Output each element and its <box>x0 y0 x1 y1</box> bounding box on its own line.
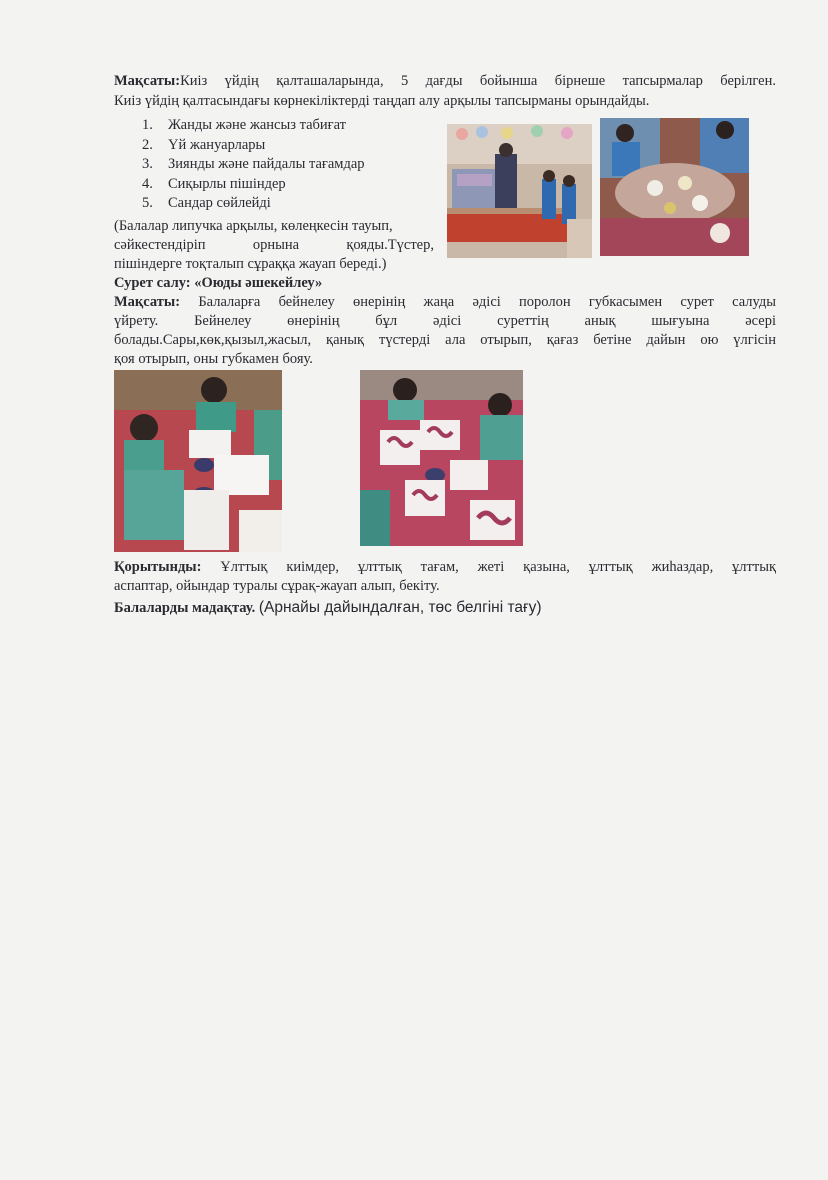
goal-paragraph-line1 <box>114 72 776 91</box>
sponge-painting-photo <box>114 370 282 552</box>
conclusion-line1: Қорытынды: Ұлттық киімдер, ұлттық тағам, жеті қазына, ұлттық жиһаздар, ұлттық <box>114 559 776 575</box>
list-item: 1. Жанды және жансыз табиғат <box>142 117 347 133</box>
encouragement-line <box>114 598 776 618</box>
goal-label: Мақсаты: <box>114 73 181 89</box>
drawing-goal-label: Мақсаты: <box>114 294 181 310</box>
list-item: 3. Зиянды және пайдалы тағамдар <box>142 156 365 172</box>
list-item: 4. Сиқырлы пішіндер <box>142 175 286 192</box>
list-item: 5. Сандар сөйлейді <box>142 195 271 211</box>
conclusion-label: Қорытынды: <box>114 559 202 575</box>
list-item: 2. Үй жануарлары <box>142 136 266 153</box>
ornament-painting-photo <box>360 370 523 546</box>
drawing-goal-line4: қоя отырып, оны губкамен бояу. <box>114 351 313 367</box>
task-list <box>142 116 365 214</box>
encouragement-label: Балаларды мадақтау. <box>114 600 256 616</box>
note-line1: (Балалар липучка арқылы, көлеңкесін тауып, <box>114 218 393 234</box>
classroom-photo <box>447 124 592 258</box>
drawing-goal-line2: үйрету. Бейнелеу өнерінің бұл әдісі суреттің анық шығуына әсері <box>114 313 776 329</box>
children-table-photo <box>600 118 749 256</box>
note-line3: пішіндерге тоқталып сұраққа жауап береді.) <box>114 256 387 272</box>
drawing-goal-line1: Мақсаты: Балаларға бейнелеу өнерінің жаңа әдісі поролон губкасымен сурет салуды <box>114 294 776 310</box>
conclusion-line2: аспаптар, ойындар туралы сұрақ-жауап алып, бекіту. <box>114 578 440 594</box>
drawing-goal-line3: болады.Сары,көк,қызыл,жасыл, қанық түстерді ала отырып, қағаз бетіне дайын ою үлгісін <box>114 332 776 348</box>
drawing-title: Сурет салу: «Оюды әшекейлеу» <box>114 275 323 291</box>
note-line2: сәйкестендіріп орнына қояды.Түстер, <box>114 237 434 253</box>
goal-text-line2: Киіз үйдің қалтасындағы көрнекіліктерді таңдап алу арқылы тапсырманы орындайды. <box>114 93 650 109</box>
goal-text-line1: Киіз үйдің қалташаларында, 5 дағды бойынша бірнеше тапсырмалар берілген. <box>180 73 776 89</box>
encouragement-text: (Арнайы дайындалған, төс белгіні тағу) <box>258 599 542 616</box>
